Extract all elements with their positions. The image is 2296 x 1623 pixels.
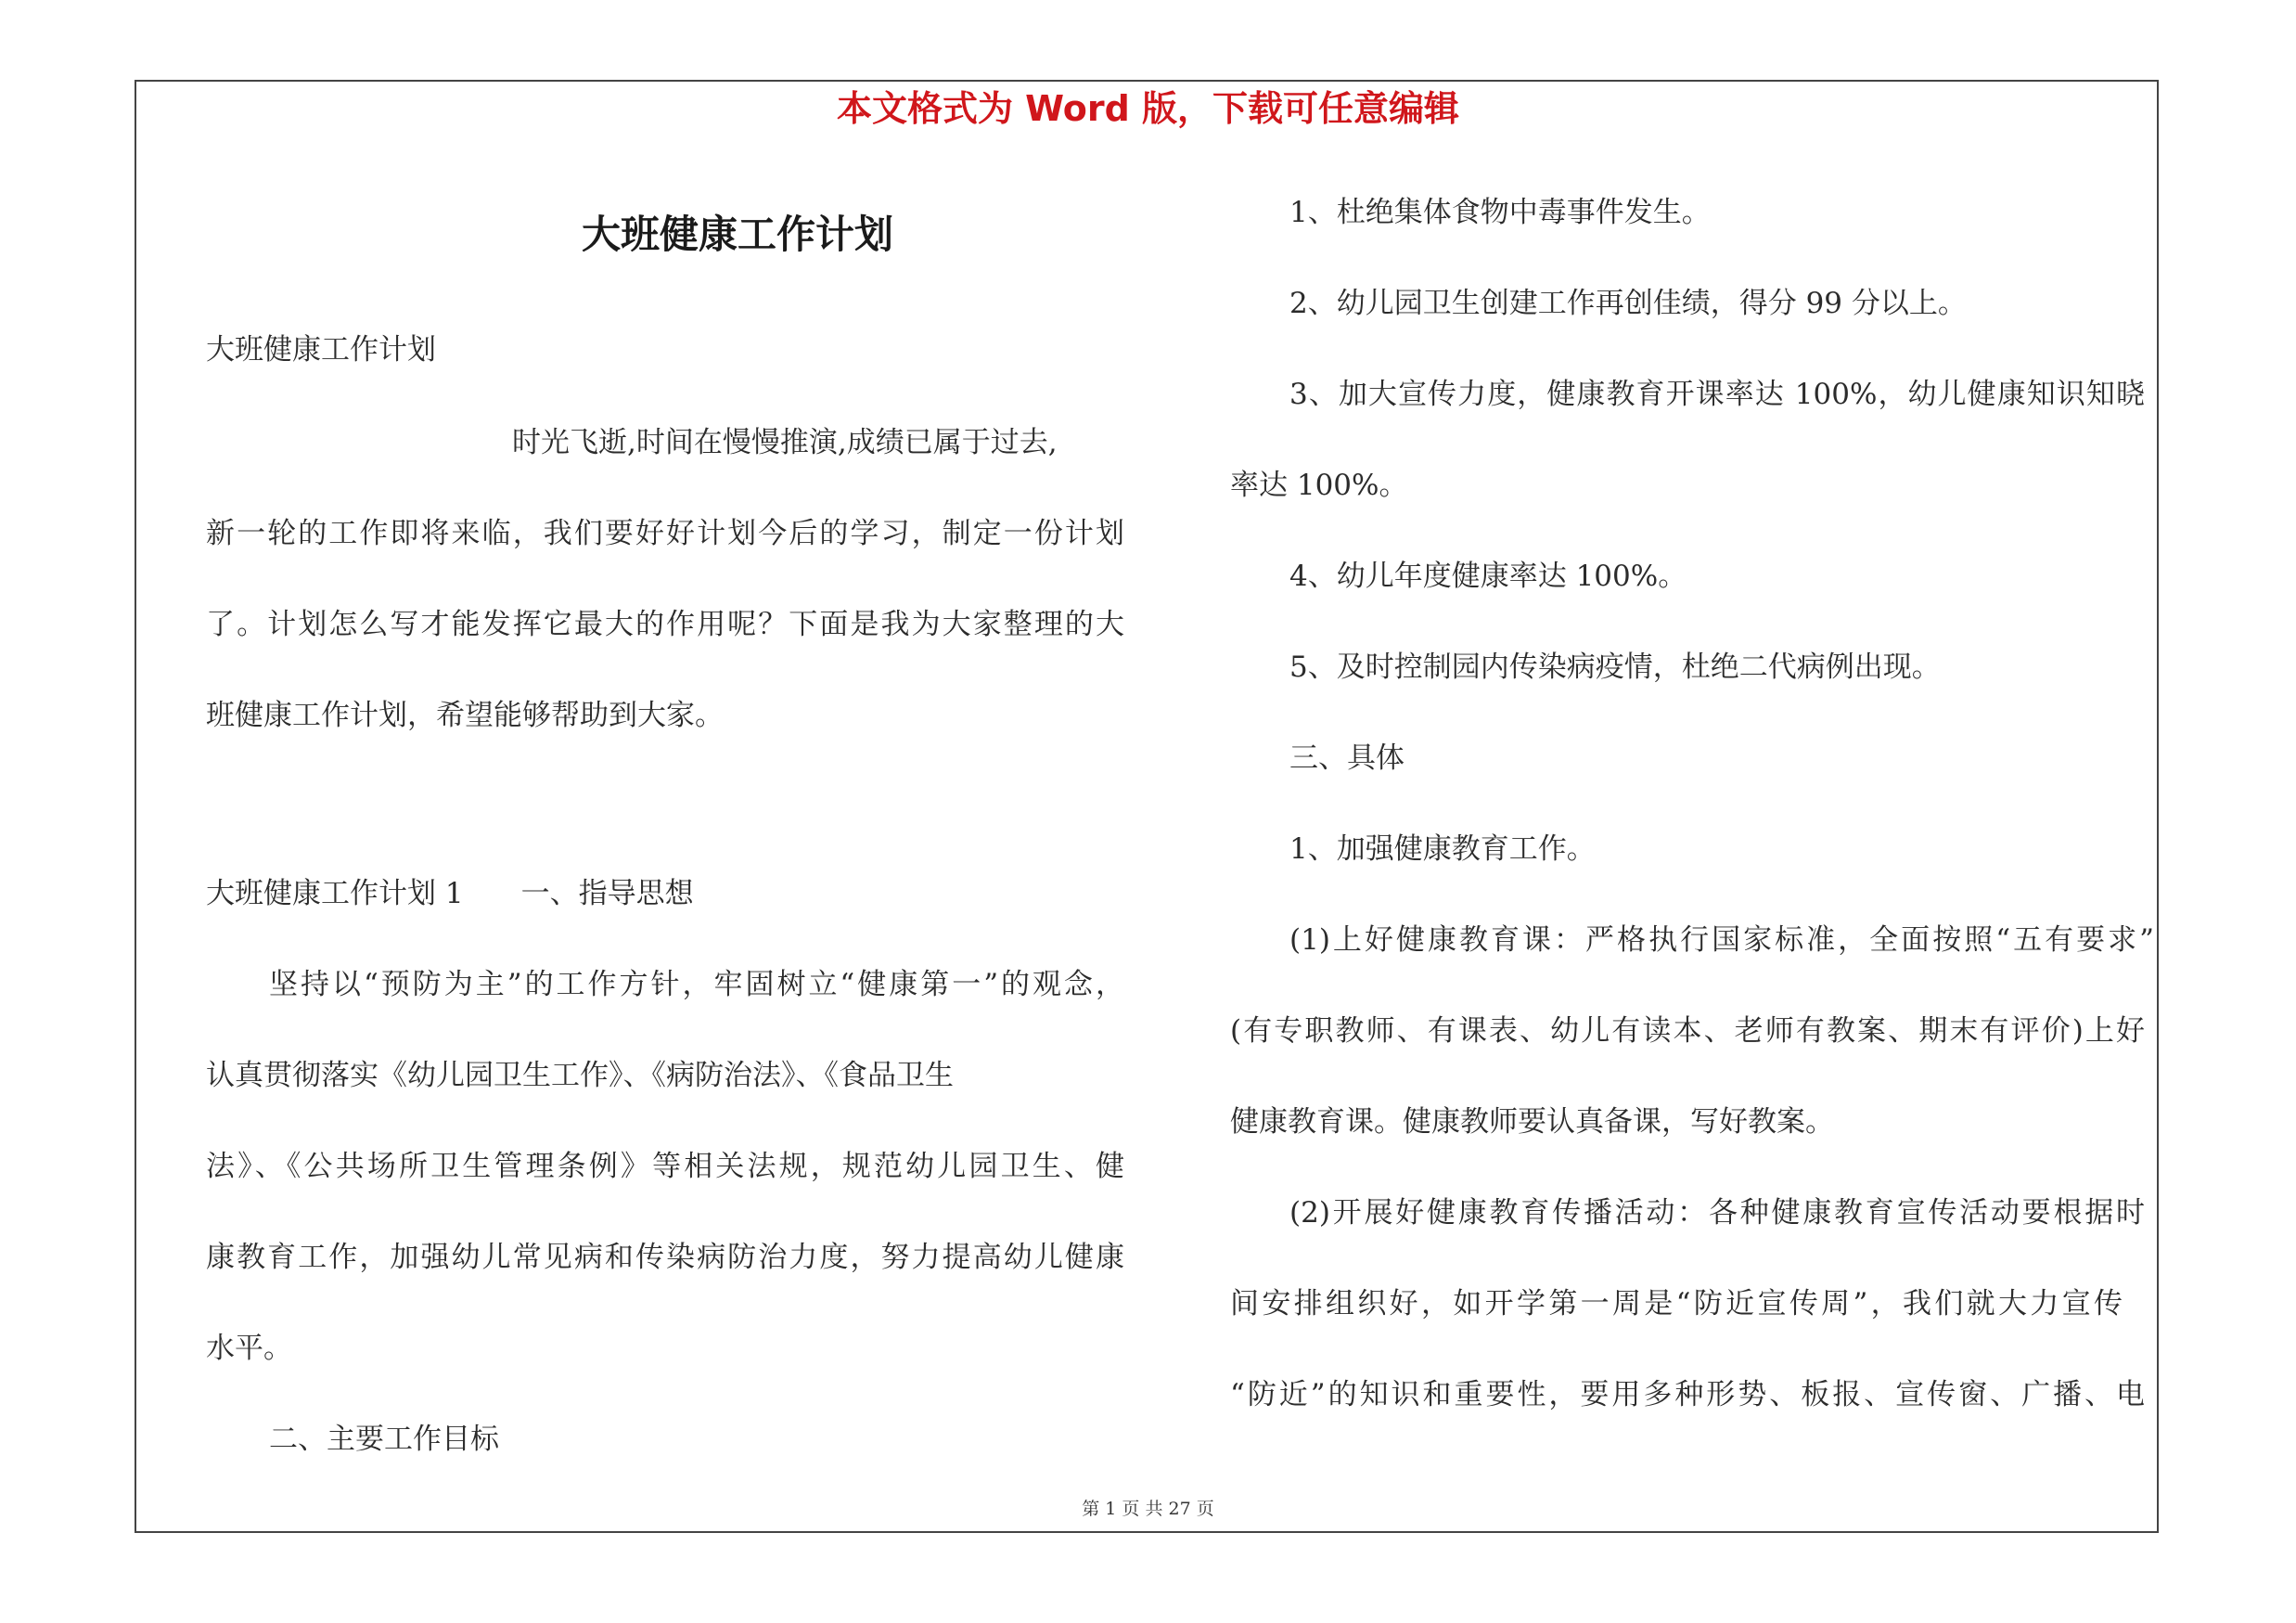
text-line: 5、及时控制园内传染病疫情，杜绝二代病例出现。 — [1289, 650, 1941, 684]
text-line: 时光飞逝,时间在慢慢推演,成绩已属于过去, — [512, 426, 1058, 459]
format-notice-banner: 本文格式为 Word 版，下载可任意编辑 — [836, 88, 1460, 129]
text-line: 1、杜绝集体食物中毒事件发生。 — [1289, 196, 1711, 229]
text-line: 认真贯彻落实《幼儿园卫生工作》、《病防治法》、《食品卫生 — [206, 1059, 954, 1092]
text-line: 间安排组织好，如开学第一周是“防近宣传周”，我们就大力宣传 — [1230, 1287, 2123, 1320]
text-line: 了。计划怎么写才能发挥它最大的作用呢？下面是我为大家整理的大 — [206, 608, 1124, 641]
text-line: (有专职教师、有课表、幼儿有读本、老师有教案、期末有评价)上好 — [1230, 1014, 2145, 1048]
text-line: 坚持以“预防为主”的工作方针，牢固树立“健康第一”的观念， — [269, 968, 1124, 1001]
text-line: 4、幼儿年度健康率达 100%。 — [1289, 560, 1687, 593]
text-line: 水平。 — [206, 1332, 292, 1365]
text-line: 班健康工作计划，希望能够帮助到大家。 — [206, 699, 724, 732]
section-heading: 大班健康工作计划 1 一、指导思想 — [206, 877, 694, 910]
text-line: 率达 100%。 — [1230, 469, 1408, 502]
text-line: (2)开展好健康教育传播活动：各种健康教育宣传活动要根据时 — [1289, 1196, 2145, 1230]
text-line: 康教育工作，加强幼儿常见病和传染病防治力度，努力提高幼儿健康 — [206, 1241, 1124, 1274]
text-line: (1)上好健康教育课：严格执行国家标准，全面按照“五有要求” — [1289, 923, 2154, 957]
text-line: 2、幼儿园卫生创建工作再创佳绩，得分 99 分以上。 — [1289, 287, 1967, 320]
text-line: “防近”的知识和重要性，要用多种形势、板报、宣传窗、广播、电 — [1230, 1378, 2145, 1411]
section-heading: 二、主要工作目标 — [269, 1423, 499, 1456]
text-line: 1、加强健康教育工作。 — [1289, 832, 1596, 866]
section-heading: 三、具体 — [1289, 741, 1405, 775]
page-number: 第 1 页 共 27 页 — [1082, 1499, 1214, 1519]
text-line: 法》、《公共场所卫生管理条例》等相关法规，规范幼儿园卫生、健 — [206, 1150, 1124, 1183]
text-line: 3、加大宣传力度，健康教育开课率达 100%，幼儿健康知识知晓 — [1289, 378, 2145, 411]
document-title: 大班健康工作计划 — [581, 212, 893, 257]
text-line: 大班健康工作计划 — [206, 333, 436, 367]
text-line: 健康教育课。健康教师要认真备课，写好教案。 — [1230, 1105, 1834, 1139]
text-line: 新一轮的工作即将来临，我们要好好计划今后的学习，制定一份计划 — [206, 517, 1124, 550]
